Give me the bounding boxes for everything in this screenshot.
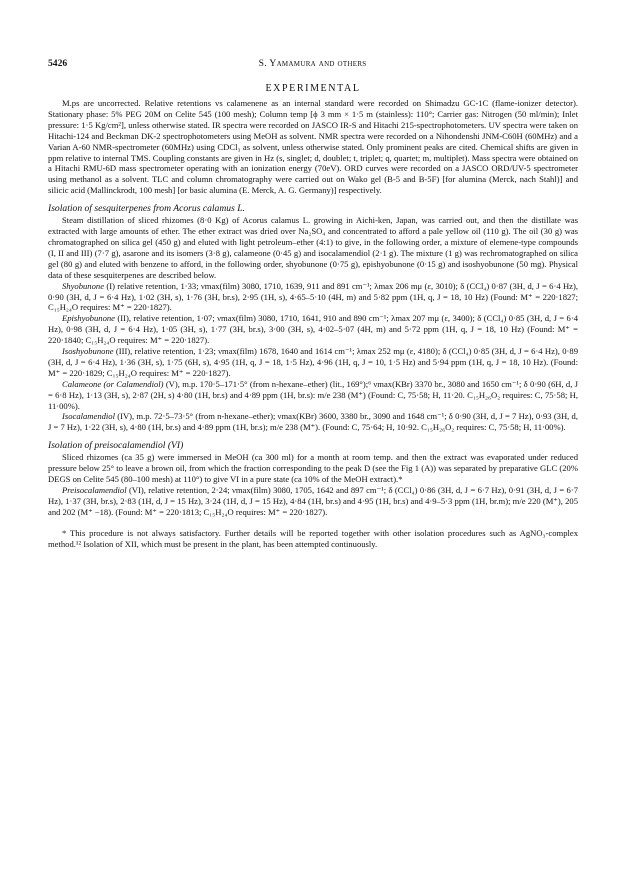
section-title: EXPERIMENTAL [265, 83, 361, 94]
calameone-data [48, 379, 578, 412]
footnote: * This procedure is not always satisfactory. Further details will be reported together with other isolation procedures such as AgNO₃-complex method.¹² Isolation of XII, which must be present in the plant, has been attempted continuously. [48, 527, 578, 549]
compound-data: (VI), relative retention, 2·24; νmax(film) 3080, 1705, 1642 and 897 cm⁻¹; δ (CCl₄) 0·86 (3H, d, J = 6·7 Hz), 0·91 (3H, d, J = 6·7 Hz), 1·37 (3H, br.s), 2·83 (1H, d, J = 15 Hz), 3·24 (1H, d, J = 15 Hz), 4·84 (1H, br.s) and 4·95 (1H, br.s) and 4·9–5·3 ppm (1H, br.m); m/e 220 (M⁺), 205 and 202 (M⁺ −18). (Found: M⁺ = 220·1813; C₁₅H₂₄O requires: M⁺ = 220·1827). [48, 485, 578, 517]
compound-name: Isocalamendiol [62, 411, 115, 422]
compound-data: (V), m.p. 170·5–171·5° (from n-hexane–ether) (lit., 169°);⁶ νmax(KBr) 3370 br., 3080 and 1650 cm⁻¹; δ 0·90 (6H, d, J = 6·8 Hz), 1·13 (3H, s), 2·87 (2H, s) 4·80 (1H, br.s) and 4·89 ppm (1H, br.s): m/e 238 (M⁺) (Found: C, 75·58; H, 11·20. C₁₅H₂₆O₂ requires: C, 75·58; H, 11·00%). [48, 378, 578, 411]
page-number: 5426 [48, 58, 68, 69]
sesquiterpene-paragraph: Steam distillation of sliced rhizomes (8·0 Kg) of Acorus calamus L. growing in Aichi-ken, Japan, was carried out, and then the distillate was extracted with large amounts of ether. The ether extract was dried over Na₂SO₄ and concentrated to afford a pale yellow oil (110 g). The oil (30 g) was chromatographed on silica gel (450 g) and eluted with light petroleum–ether (4:1) to give, in the following order, a mixture of elemene-type compounds (I, II and III) (7·7 g), asarone and its isomers (3·8 g), calameone (0·45 g) and isocalamendiol (2·1 g). The mixture (1 g) was rechromatographed on silica gel (80 g) and eluted with benzene to afford, in the following order, shyobunone (0·75 g), epishyobunone (0·15 g) and isoshyobunone (50 mg). Physical data of these sesquiterpenes are described below. [48, 215, 578, 280]
shyobunone-data [48, 281, 578, 314]
sesquiterpene-heading: Isolation of sesquiterpenes from Acorus calamus L. [48, 203, 245, 215]
isocalamendiol-data [48, 411, 578, 433]
compound-name: Calameone (or Calamendiol) [62, 378, 164, 389]
compound-name: Isoshyobunone [62, 346, 114, 357]
running-title: S. Yamamura and others [258, 58, 367, 69]
compound-name: Epishyobunone [62, 313, 115, 324]
preisocalamendiol-data [48, 485, 578, 518]
compound-data: (II), relative retention, 1·07; νmax(film) 3080, 1710, 1641, 910 and 890 cm⁻¹; λmax 207 mμ (ε, 3400); δ (CCl₄) 0·85 (3H, d, J = 6·4 Hz), 0·98 (3H, d, J = 6·4 Hz), 1·05 (3H, s), 1·77 (3H, br.s), 3·00 (3H, s), 4·02–5·07 (4H, m) and 5·72 ppm (1H, q, J = 18, 10 Hz) (Found: M⁺ = 220·1840; C₁₅H₂₄O requires: M⁺ = 220·1827). [48, 313, 578, 346]
preisocalamendiol-heading: Isolation of preisocalamendiol (VI) [48, 440, 184, 452]
isoshyobunone-data [48, 346, 578, 379]
compound-data: (III), relative retention, 1·23; νmax(film) 1678, 1640 and 1614 cm⁻¹; λmax 252 mμ (ε, 4180); δ (CCl₄) 0·85 (3H, d, J = 6·4 Hz), 0·89 (3H, d, J = 6·4 Hz), 1·36 (3H, s), 1·75 (6H, s), 4·95 (1H, q, J = 18, 1·5 Hz), 4·96 (1H, q, J = 10, 1·5 Hz) and 5·94 ppm (1H, q, J = 18, 10 Hz). (Found: M⁺ = 220·1829; C₁₅H₂₄O requires: M⁺ = 220·1827). [48, 346, 578, 378]
compound-data: (I) relative retention, 1·33; νmax(film) 3080, 1710, 1639, 911 and 891 cm⁻¹; λmax 206 mμ (ε, 3010); δ (CCl₄) 0·87 (3H, d, J = 6·4 Hz), 0·90 (3H, d, J = 6·4 Hz), 1·02 (3H, s), 1·76 (3H, br.s), 2·95 (1H, s), 4·65–5·10 (4H, m) and 5·82 ppm (1H, q, J = 18, 10 Hz) (Found: M⁺ = 220·1827; C₁₅H₂₄O requires: M⁺ = 220·1827). [48, 280, 578, 313]
compound-name: Shyobunone [62, 280, 105, 291]
compound-data: (IV), m.p. 72·5–73·5° (from n-hexane–ether); νmax(KBr) 3600, 3380 br., 3090 and 1648 cm⁻¹; δ 0·90 (3H, d, J = 7 Hz), 0·93 (3H, d, J = 7 Hz), 1·22 (3H, s), 4·80 (1H, br.s) and 4·89 ppm (1H, br.s); m/e 238 (M⁺). (Found: C, 75·64; H, 10·92. C₁₅H₂₆O₂ requires: C, 75·58; H, 11·00%). [48, 411, 578, 433]
intro-paragraph: M.ps are uncorrected. Relative retentions vs calamenene as an internal standard were recorded on Shimadzu GC-1C (flame-ionizer detector). Stationary phase: 5% PEG 20M on Celite 545 (100 mesh); Column temp [ϕ 3 mm × 1·5 m (stainless): 110°; Carrier gas: Nitrogen (50 ml/min); Inlet pressure: 1·5 Kg/cm²], unless otherwise stated. IR spectra were recorded on JASCO IR-S and Hitachi 215-spectrophotometers. UV spectra were taken on Hitachi-124 and Beckman DK-2 spectrophotometers using MeOH as solvent. NMR spectra were recorded on a Nihondenshi JNM-C60H (60MHz) and a Varian A-60 NMR-spectrometer (60MHz) using CDCl₃ as solvent, unless otherwise stated. Only prominent peaks are cited. Chemical shifts are given in ppm relative to internal TMS. Coupling constants are given in Hz (s, singlet; d, doublet; t, triplet; q, quartet; m, multiplet). Mass spectra were obtained on a Hitachi RMU-6D mass spectrometer operating with an ionization energy (70eV). ORD curves were recorded on a JASCO ORD/UV-5 spectrometer using methanol as a solvent. TLC and column chromatography were carried out on Wako gel (B-5 and B-5F) [for alumina (Merck, nach Stahl)] and silicic acid (Mallinckrodt, 100 mesh] [or basic alumina (E. Merck, A. G. Germany)] respectively. [48, 98, 578, 196]
compound-name: Preisocalamendiol [62, 485, 127, 495]
epishyobunone-data [48, 313, 578, 346]
page-header [48, 58, 578, 69]
preisocalamendiol-paragraph: Sliced rhizomes (ca 35 g) were immersed in MeOH (ca 300 ml) for a month at room temp. and then the extract was evaporated under reduced pressure below 25° to leave a brown oil, from which the fraction corresponding to the peak D (see the Fig 1 (A)) was separated by preparative GLC (20% DEGS on Celite 545 (80–100 mesh) at 110°) to give VI in a pure state (ca 10% of the MeOH extract).* [48, 452, 578, 485]
